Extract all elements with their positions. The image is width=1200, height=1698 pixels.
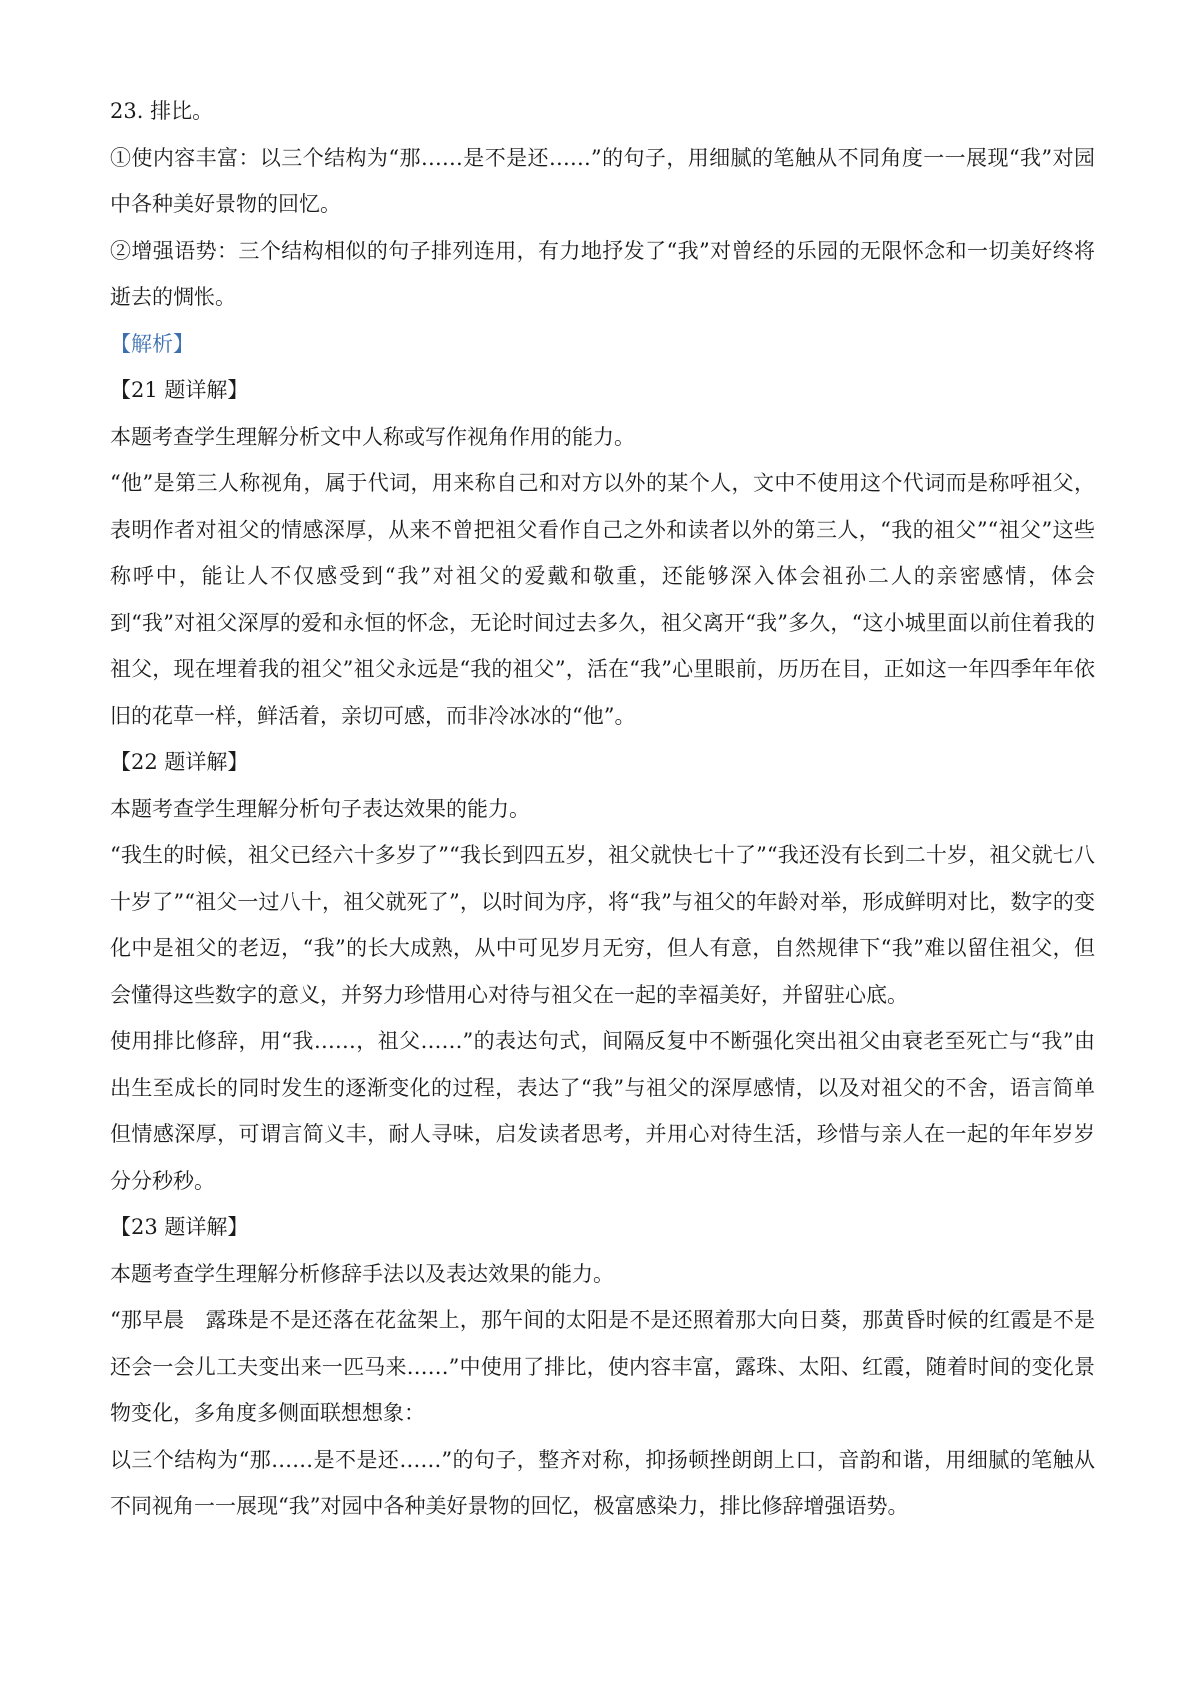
- q22-detail-body-1: “我生的时候，祖父已经六十多岁了”“我长到四五岁，祖父就快七十了”“我还没有长到二十岁，祖父就七八十岁了”“祖父一过八十，祖父就死了”，以时间为序，将“我”与祖父的年龄对举，形成鲜明对比，数字的变化中是祖父的老迈，“我”的长大成熟，从中可见岁月无穷，但人有意，自然规律下“我”难以留住祖父，但会懂得这些数字的意义，并努力珍惜用心对待与祖父在一起的幸福美好，并留驻心底。: [110, 843, 1095, 1007]
- q22-detail-heading: 【22 题详解】: [110, 750, 249, 774]
- q23-detail-heading: 【23 题详解】: [110, 1215, 249, 1239]
- q21-detail-body: “他”是第三人称视角，属于代词，用来称自己和对方以外的某个人，文中不使用这个代词而是称呼祖父，表明作者对祖父的情感深厚，从来不曾把祖父看作自己之外和读者以外的第三人，“我的祖父”“祖父”这些称呼中，能让人不仅感受到“我”对祖父的爱戴和敬重，还能够深入体会祖孙二人的亲密感情，体会到“我”对祖父深厚的爱和永恒的怀念，无论时间过去多久，祖父离开“我”多久，“这小城里面以前住着我的祖父，现在埋着我的祖父”祖父永远是“我的祖父”，活在“我”心里眼前，历历在目，正如这一年四季年年依旧的花草一样，鲜活着，亲切可感，而非冷冰冰的“他”。: [110, 471, 1095, 728]
- q23-detail-body-1: “那早晨 露珠是不是还落在花盆架上，那午间的太阳是不是还照着那大向日葵，那黄昏时候的红霞是不是还会一会儿工夫变出来一匹马来……”中使用了排比，使内容丰富，露珠、太阳、红霞，随着时间的变化景物变化，多角度多侧面联想想象：: [110, 1308, 1095, 1425]
- q23-detail-intro: 本题考查学生理解分析修辞手法以及表达效果的能力。: [110, 1261, 614, 1286]
- q23-answer-point-2: ②增强语势：三个结构相似的句子排列连用，有力地抒发了“我”对曾经的乐园的无限怀念和一切美好终将逝去的惆怅。: [110, 238, 1095, 309]
- q22-detail-body-2: 使用排比修辞，用“我……，祖父……”的表达句式，间隔反复中不断强化突出祖父由衰老至死亡与“我”由出生至成长的同时发生的逐渐变化的过程，表达了“我”与祖父的深厚感情，以及对祖父的不舍，语言简单但情感深厚，可谓言简义丰，耐人寻味，启发读者思考，并用心对待生活，珍惜与亲人在一起的年年岁岁分分秒秒。: [110, 1029, 1095, 1193]
- q21-detail-heading: 【21 题详解】: [110, 378, 249, 402]
- document-page: [110, 88, 1095, 1530]
- q23-detail-body-2: 以三个结构为“那……是不是还……”的句子，整齐对称，抑扬顿挫朗朗上口，音韵和谐，用细腻的笔触从不同视角一一展现“我”对园中各种美好景物的回忆，极富感染力，排比修辞增强语势。: [110, 1447, 1095, 1518]
- q21-detail-intro: 本题考查学生理解分析文中人称或写作视角作用的能力。: [110, 424, 635, 449]
- q22-detail-intro: 本题考查学生理解分析句子表达效果的能力。: [110, 796, 530, 821]
- q23-answer-heading: 23. 排比。: [110, 99, 214, 123]
- q23-answer-point-1: ①使内容丰富：以三个结构为“那……是不是还……”的句子，用细腻的笔触从不同角度一一展现“我”对园中各种美好景物的回忆。: [110, 145, 1095, 216]
- analysis-label: 【解析】: [110, 331, 194, 356]
